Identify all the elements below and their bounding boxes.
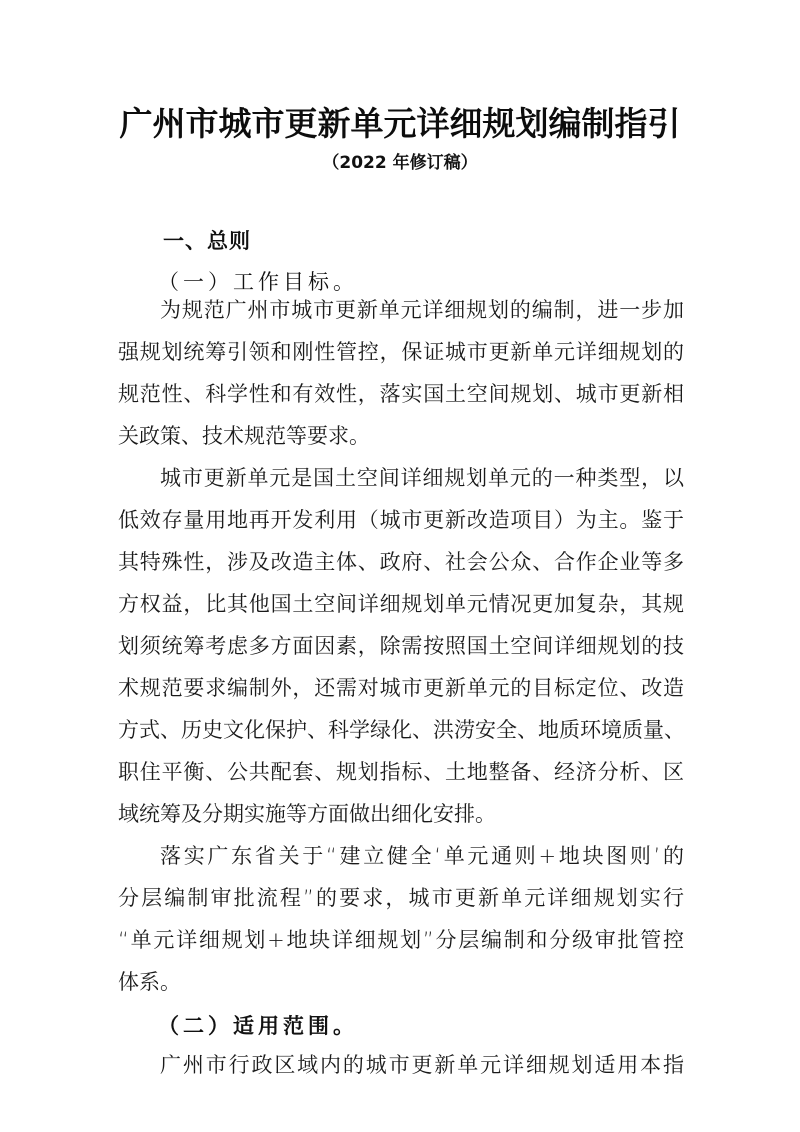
paragraph-line: “单元详细规划+地块详细规划”分层编制和分级审批管控 bbox=[118, 928, 684, 952]
paragraph-line: 广州市行政区域内的城市更新单元详细规划适用本指 bbox=[160, 1053, 684, 1077]
paragraph-line: 域统筹及分期实施等方面做出细化安排。 bbox=[118, 802, 496, 826]
paragraph-line: 体系。 bbox=[118, 970, 181, 994]
paragraph-line: 分层编制审批流程”的要求，城市更新单元详细规划实行 bbox=[118, 886, 684, 910]
paragraph-line: 划须统筹考虑多方面因素，除需按照国土空间详细规划的技 bbox=[118, 634, 684, 658]
paragraph-line: 术规范要求编制外，还需对城市更新单元的目标定位、改造 bbox=[118, 676, 684, 700]
paragraph-line: 职住平衡、公共配套、规划指标、土地整备、经济分析、区 bbox=[118, 760, 684, 784]
paragraph-line: 方权益，比其他国土空间详细规划单元情况更加复杂，其规 bbox=[118, 592, 684, 616]
paragraph-line: 规范性、科学性和有效性，落实国土空间规划、城市更新相 bbox=[118, 382, 684, 406]
paragraph-line: 关政策、技术规范等要求。 bbox=[118, 424, 370, 448]
document-subtitle: （2022 年修订稿） bbox=[322, 153, 478, 173]
paragraph-line: 城市更新单元是国土空间详细规划单元的一种类型，以 bbox=[160, 466, 684, 490]
document-title: 广州市城市更新单元详细规划编制指引 bbox=[119, 104, 681, 143]
subsection-heading-scope: （二）适用范围。 bbox=[158, 1014, 358, 1038]
paragraph-line: 落实广东省关于“建立健全‘单元通则+地块图则’的 bbox=[160, 844, 684, 868]
paragraph-line: 其特殊性，涉及改造主体、政府、社会公众、合作企业等多 bbox=[118, 550, 684, 574]
paragraph-line: 强规划统筹引领和刚性管控，保证城市更新单元详细规划的 bbox=[118, 340, 684, 364]
subsection-heading-objective: （一）工作目标。 bbox=[158, 270, 358, 294]
paragraph-line: 低效存量用地再开发利用（城市更新改造项目）为主。鉴于 bbox=[118, 508, 684, 532]
section-heading-general: 一、总则 bbox=[163, 229, 251, 253]
paragraph-line: 方式、历史文化保护、科学绿化、洪涝安全、地质环境质量、 bbox=[118, 718, 685, 742]
paragraph-line: 为规范广州市城市更新单元详细规划的编制，进一步加 bbox=[160, 298, 684, 322]
